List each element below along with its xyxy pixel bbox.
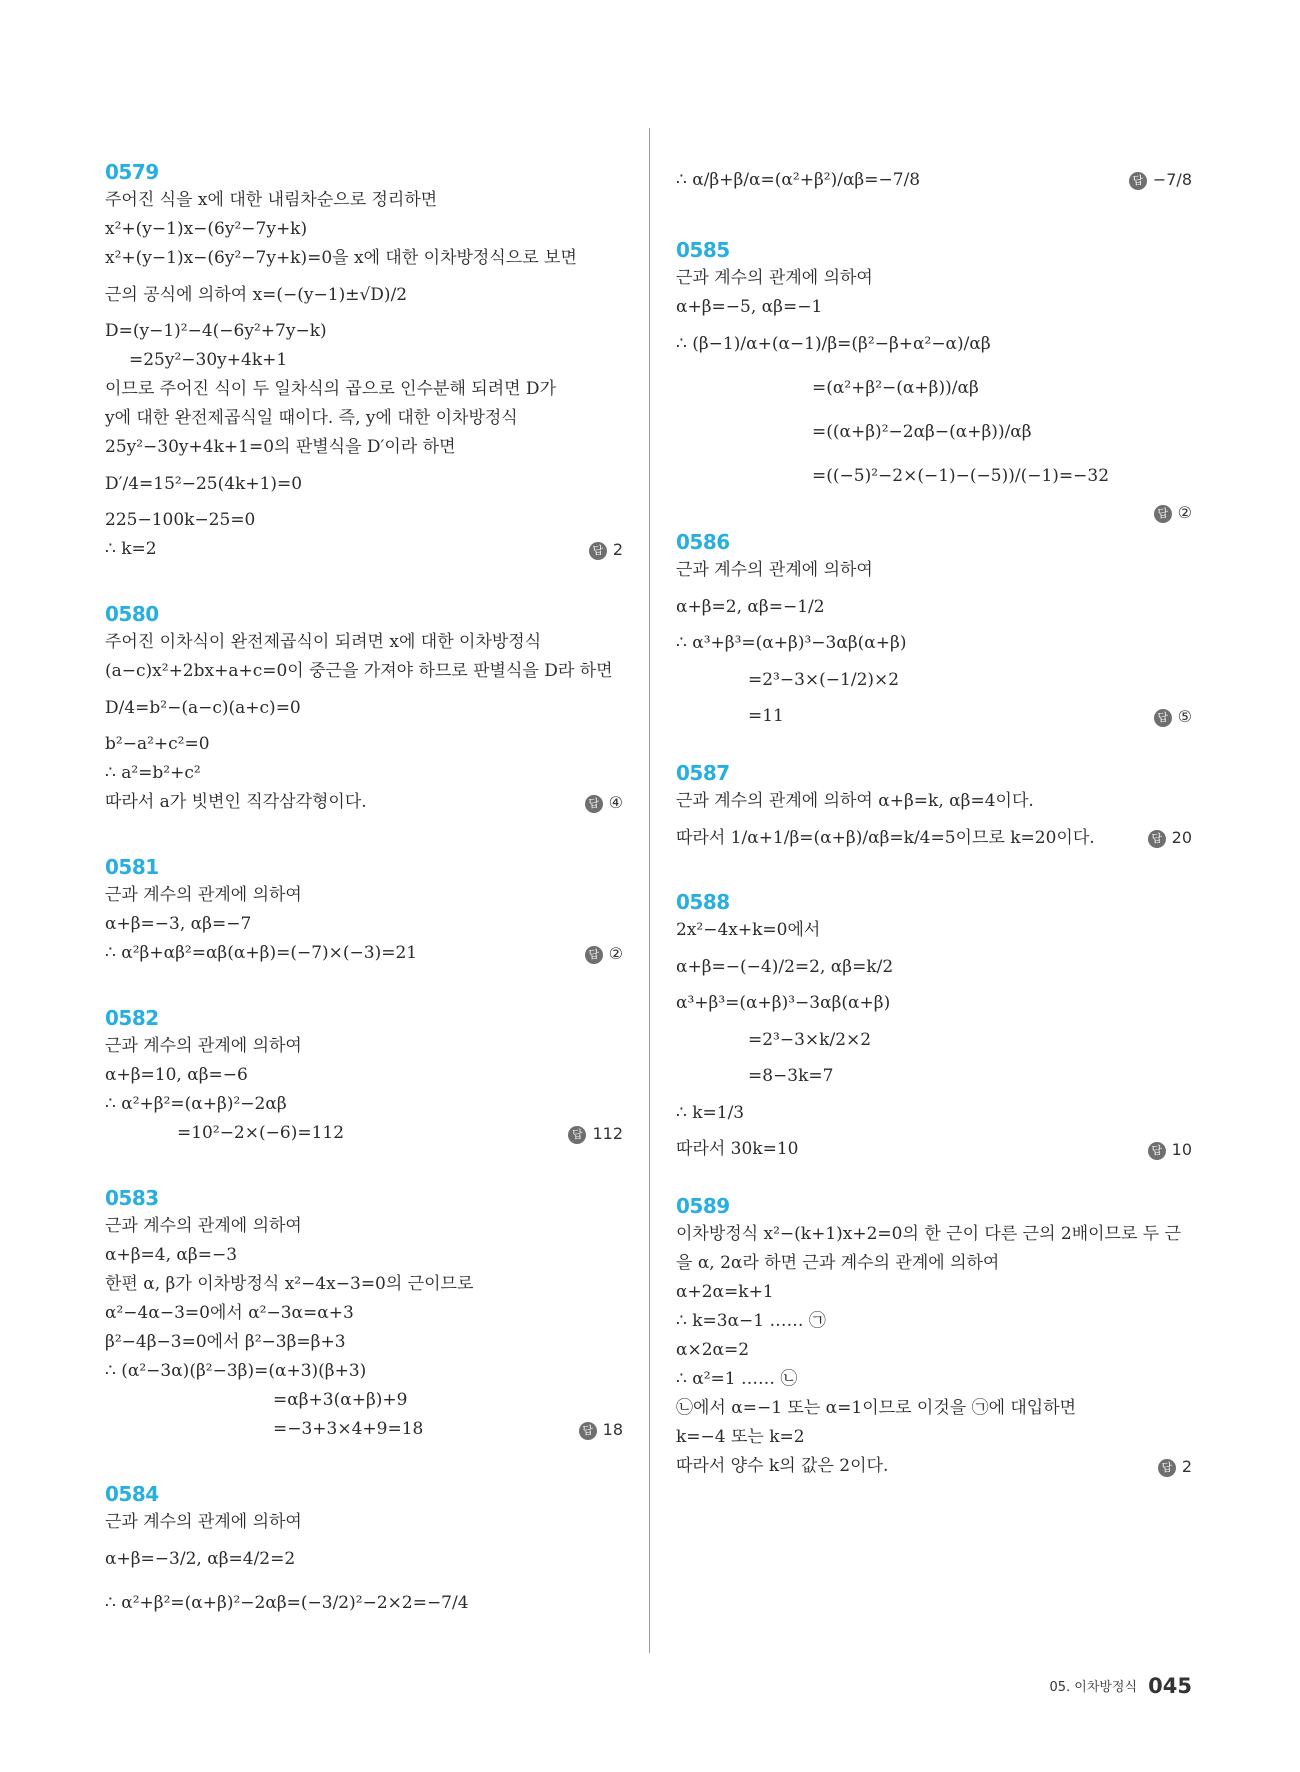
line-text: 근과 계수의 관계에 의하여: [676, 560, 873, 580]
line-text: =25y²−30y+4k+1: [129, 350, 288, 370]
solution-line: [105, 186, 623, 215]
line-text: 근과 계수의 관계에 의하여: [105, 1512, 302, 1532]
answer: [1154, 498, 1192, 527]
line-text: ∴ k=3α−1 …… ㉠: [676, 1311, 826, 1331]
solution-line: [105, 730, 623, 759]
solution-line: [676, 556, 1192, 585]
solution-line: [105, 1508, 623, 1537]
solution-line: [105, 1537, 623, 1581]
answer: [1154, 702, 1192, 731]
line-text: =11: [748, 706, 784, 726]
line-text: α+β=4, αβ=−3: [105, 1245, 238, 1265]
solution-line: [676, 702, 1192, 731]
solution-line: [676, 1249, 1192, 1278]
right-column: [676, 128, 1192, 1481]
solution-line: [105, 404, 623, 433]
answer: [568, 1119, 623, 1148]
problem-number: 0585: [676, 238, 730, 262]
solution-line: [105, 1119, 623, 1148]
line-text: =((−5)²−2×(−1)−(−5))/(−1)=−32: [812, 466, 1110, 486]
solution-line: [105, 910, 623, 939]
solution-line: [105, 1212, 623, 1241]
solution-line: [105, 317, 623, 346]
answer-value: 112: [592, 1124, 623, 1143]
solution-line: [105, 375, 623, 404]
solution-line: [105, 244, 623, 273]
line-text: =10²−2×(−6)=112: [177, 1123, 345, 1143]
problem-number: 0586: [676, 530, 730, 554]
answer-value: 2: [1181, 1457, 1192, 1476]
answer-value: 10: [1171, 1140, 1192, 1159]
line-text: 25y²−30y+4k+1=0의 판별식을 D′이라 하면: [105, 437, 456, 457]
line-text: ∴ k=1/3: [676, 1103, 745, 1123]
line-text: =−3+3×4+9=18: [273, 1419, 424, 1439]
solution-line: [676, 989, 1192, 1018]
solution-line: [105, 1328, 623, 1357]
solution-line: [676, 1365, 1192, 1394]
problem-0585: [676, 236, 1192, 522]
line-text: β²−4β−3=0에서 β²−3β=β+3: [105, 1332, 346, 1352]
line-text: α+β=−3, αβ=−7: [105, 914, 252, 934]
line-text: α×2α=2: [676, 1340, 750, 1360]
answer-value: ②: [1177, 503, 1192, 522]
solution-line: [105, 462, 623, 506]
line-text: ∴ a²=b²+c²: [105, 763, 201, 783]
line-text: =2³−3×(−1/2)×2: [748, 670, 900, 690]
line-text: 근과 계수의 관계에 의하여: [676, 268, 873, 288]
left-column: [105, 128, 623, 1625]
solution-line: [676, 816, 1192, 860]
line-text: k=−4 또는 k=2: [676, 1427, 805, 1447]
line-text: 이차방정식 x²−(k+1)x+2=0의 한 근이 다른 근의 2배이므로 두 근: [676, 1224, 1182, 1244]
answer-badge-icon: 답: [568, 1126, 586, 1144]
answer-badge-icon: 답: [1148, 830, 1166, 848]
solution-line: [676, 585, 1192, 629]
line-text: ∴ α²+β²=(α+β)²−2αβ=(−3/2)²−2×2=−7/4: [105, 1593, 469, 1613]
problem-0584: [105, 1480, 623, 1625]
line-text: 225−100k−25=0: [105, 510, 256, 530]
solution-line: [105, 273, 623, 317]
line-text: =αβ+3(α+β)+9: [273, 1390, 408, 1410]
solution-line: [105, 1386, 623, 1415]
solution-line: [105, 759, 623, 788]
solution-line: [105, 881, 623, 910]
problem-number: 0579: [105, 160, 159, 184]
line-text: ∴ α²+β²=(α+β)²−2αβ: [105, 1094, 287, 1114]
answer: [1129, 158, 1192, 202]
line-text: y에 대한 완전제곱식일 때이다. 즉, y에 대한 이차방정식: [105, 408, 518, 428]
solution-line: [105, 1032, 623, 1061]
line-text: b²−a²+c²=0: [105, 734, 210, 754]
solution-line: [676, 158, 1192, 202]
solution-line: [676, 1091, 1192, 1135]
line-text: 근과 계수의 관계에 의하여: [105, 1036, 302, 1056]
line-text: α+2α=k+1: [676, 1282, 774, 1302]
solution-line: [105, 535, 623, 564]
line-text: α+β=10, αβ=−6: [105, 1065, 248, 1085]
solution-line: [676, 322, 1192, 366]
solution-line: [676, 1220, 1192, 1249]
line-text: ∴ α/β+β/α=(α²+β²)/αβ=−7/8: [676, 170, 921, 190]
solution-line: [676, 1278, 1192, 1307]
problem-number: 0581: [105, 855, 159, 879]
line-text: α³+β³=(α+β)³−3αβ(α+β): [676, 993, 891, 1013]
solution-line: [676, 410, 1192, 454]
solution-line: [105, 506, 623, 535]
line-text: 근의 공식에 의하여 x=(−(y−1)±√D)/2: [105, 285, 408, 305]
solution-line: [105, 1090, 623, 1119]
line-text: =((α+β)²−2αβ−(α+β))/αβ: [812, 422, 1032, 442]
solution-line: [676, 454, 1192, 498]
line-text: D=(y−1)²−4(−6y²+7y−k): [105, 321, 327, 341]
problem-number: 0587: [676, 761, 730, 785]
solution-line: [105, 1415, 623, 1444]
line-text: α+β=−5, αβ=−1: [676, 297, 823, 317]
line-text: 따라서 1/α+1/β=(α+β)/αβ=k/4=5이므로 k=20이다.: [676, 828, 1095, 848]
solution-line: [105, 657, 623, 686]
solution-line: [676, 658, 1192, 702]
solution-line: [676, 1423, 1192, 1452]
answer-value: 18: [602, 1420, 623, 1439]
solution-line: [676, 629, 1192, 658]
line-text: ∴ α²β+αβ²=αβ(α+β)=(−7)×(−3)=21: [105, 943, 418, 963]
answer-badge-icon: 답: [1154, 505, 1172, 523]
page-number: 045: [1148, 1674, 1192, 1698]
line-text: 따라서 양수 k의 값은 2이다.: [676, 1456, 889, 1476]
line-text: =2³−3×k/2×2: [748, 1030, 872, 1050]
line-text: (a−c)x²+2bx+a+c=0이 중근을 가져야 하므로 판별식을 D라 하면: [105, 661, 613, 681]
solution-line: [676, 787, 1192, 816]
line-text: D′/4=15²−25(4k+1)=0: [105, 474, 303, 494]
solution-line: [676, 366, 1192, 410]
solution-line: [105, 788, 623, 817]
line-text: ∴ α²=1 …… ㉡: [676, 1369, 798, 1389]
problem-number: 0588: [676, 890, 730, 914]
solution-line: [676, 916, 1192, 945]
problem-number: 0589: [676, 1194, 730, 1218]
answer-badge-icon: 답: [585, 946, 603, 964]
problem-number: 0580: [105, 602, 159, 626]
solution-line: [105, 1357, 623, 1386]
answer-badge-icon: 답: [585, 795, 603, 813]
answer-value: 20: [1171, 828, 1192, 847]
problem-0589: [676, 1192, 1192, 1481]
solution-line: [676, 264, 1192, 293]
solution-line: [105, 686, 623, 730]
solution-line: [676, 1135, 1192, 1164]
solution-line: [105, 1270, 623, 1299]
line-text: ㉡에서 α=−1 또는 α=1이므로 이것을 ㉠에 대입하면: [676, 1398, 1077, 1418]
section-title: 05. 이차방정식: [1049, 1680, 1138, 1695]
answer: [585, 788, 623, 817]
solution-line: [105, 1061, 623, 1090]
line-text: ∴ (β−1)/α+(α−1)/β=(β²−β+α²−α)/αβ: [676, 334, 991, 354]
solution-line: [105, 939, 623, 968]
solution-line: [676, 1062, 1192, 1091]
solution-line: [676, 293, 1192, 322]
answer-badge-icon: 답: [1154, 709, 1172, 727]
problem-0588: [676, 888, 1192, 1164]
solution-line: [676, 1307, 1192, 1336]
solution-line: [676, 945, 1192, 989]
line-text: x²+(y−1)x−(6y²−7y+k): [105, 219, 308, 239]
line-text: =(α²+β²−(α+β))/αβ: [812, 378, 979, 398]
solution-line: [676, 1018, 1192, 1062]
line-text: 을 α, 2α라 하면 근과 계수의 관계에 의하여: [676, 1253, 1000, 1273]
answer-badge-icon: 답: [1129, 172, 1147, 190]
answer: [1158, 1452, 1192, 1481]
problem-number: 0584: [105, 1482, 159, 1506]
line-text: 2x²−4x+k=0에서: [676, 920, 821, 940]
problem-0582: [105, 1004, 623, 1148]
line-text: ∴ α³+β³=(α+β)³−3αβ(α+β): [676, 633, 907, 653]
line-text: =8−3k=7: [748, 1066, 834, 1086]
problem-number: 0582: [105, 1006, 159, 1030]
problem-0583: [105, 1184, 623, 1444]
line-text: α²−4α−3=0에서 α²−3α=α+3: [105, 1303, 354, 1323]
answer: [1148, 1135, 1192, 1164]
line-text: 이므로 주어진 식이 두 일차식의 곱으로 인수분해 되려면 D가: [105, 379, 556, 399]
solution-line: [105, 346, 623, 375]
solution-line: [105, 1241, 623, 1270]
answer: [589, 535, 623, 564]
answer-badge-icon: 답: [1148, 1142, 1166, 1160]
line-text: 따라서 30k=10: [676, 1139, 799, 1159]
line-text: α+β=−3/2, αβ=4/2=2: [105, 1549, 296, 1569]
answer: [579, 1415, 623, 1444]
line-text: x²+(y−1)x−(6y²−7y+k)=0을 x에 대한 이차방정식으로 보면: [105, 248, 577, 268]
solution-line: [676, 1394, 1192, 1423]
line-text: 근과 계수의 관계에 의하여 α+β=k, αβ=4이다.: [676, 791, 1034, 811]
answer-value: 2: [612, 540, 623, 559]
solution-line: [105, 1299, 623, 1328]
problem-cont: [676, 158, 1192, 202]
line-text: 한편 α, β가 이차방정식 x²−4x−3=0의 근이므로: [105, 1274, 474, 1294]
line-text: ∴ (α²−3α)(β²−3β)=(α+3)(β+3): [105, 1361, 367, 1381]
problem-number: 0583: [105, 1186, 159, 1210]
page-footer: [1049, 1674, 1192, 1698]
answer-badge-icon: 답: [579, 1422, 597, 1440]
solution-line: [105, 628, 623, 657]
solution-line: [676, 1452, 1192, 1481]
line-text: 근과 계수의 관계에 의하여: [105, 1216, 302, 1236]
solution-line: [105, 433, 623, 462]
problem-0586: [676, 528, 1192, 731]
problem-0580: [105, 600, 623, 817]
line-text: 따라서 a가 빗변인 직각삼각형이다.: [105, 792, 367, 812]
problem-0587: [676, 759, 1192, 860]
line-text: ∴ k=2: [105, 539, 157, 559]
line-text: 근과 계수의 관계에 의하여: [105, 885, 302, 905]
answer: [585, 939, 623, 968]
line-text: 주어진 이차식이 완전제곱식이 되려면 x에 대한 이차방정식: [105, 632, 542, 652]
answer-badge-icon: 답: [589, 542, 607, 560]
answer-value: ②: [608, 944, 623, 963]
solution-line: [105, 215, 623, 244]
column-divider: [649, 128, 650, 1653]
answer: [1148, 816, 1192, 860]
line-text: α+β=2, αβ=−1/2: [676, 597, 825, 617]
line-text: 주어진 식을 x에 대한 내림차순으로 정리하면: [105, 190, 438, 210]
line-text: α+β=−(−4)/2=2, αβ=k/2: [676, 957, 894, 977]
solution-line: [105, 1581, 623, 1625]
problem-0579: [105, 158, 623, 564]
problem-0581: [105, 853, 623, 968]
answer-value: ④: [608, 793, 623, 812]
line-text: D/4=b²−(a−c)(a+c)=0: [105, 698, 301, 718]
answer-value: ⑤: [1177, 707, 1192, 726]
answer-badge-icon: 답: [1158, 1459, 1176, 1477]
answer-value: −7/8: [1152, 170, 1192, 189]
solution-line: [676, 1336, 1192, 1365]
